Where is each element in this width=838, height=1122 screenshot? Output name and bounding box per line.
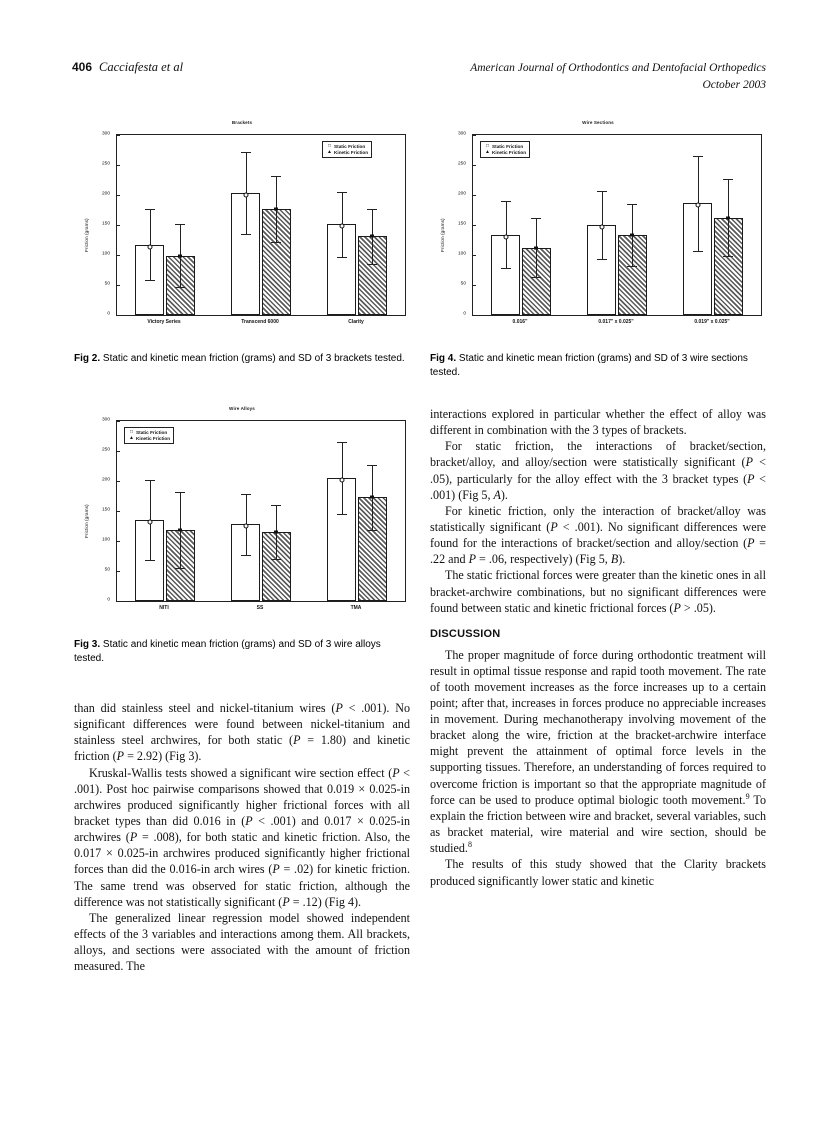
- kinetic-marker-icon: ▲: [129, 435, 134, 441]
- error-bar-cap: [531, 218, 541, 219]
- kinetic-mean-marker: [178, 254, 182, 257]
- y-axis-tick-mark: [117, 225, 120, 226]
- paragraph: For kinetic friction, only the interaction of bracket/alloy was statistically significant (P < .001). No significant differences were found for the interactions of bracket/section and alloy/section (P = .22 and P = .06, respectively) (Fig 5, B).: [430, 503, 766, 567]
- static-marker-icon: □: [327, 143, 332, 149]
- x-axis-tick-label: 0.019" x 0.025": [694, 319, 730, 325]
- error-bar-cap: [597, 259, 607, 260]
- left-column: [74, 700, 410, 974]
- figure-4-caption-text: Static and kinetic mean friction (grams) and SD of 3 wire sections tested.: [430, 353, 748, 379]
- y-axis-label: Friction (grams): [85, 504, 90, 538]
- y-axis-tick-label: 300: [457, 131, 466, 137]
- legend-label: Static Friction: [334, 144, 366, 149]
- figure-3-caption: [74, 638, 410, 666]
- y-axis-tick-mark: [117, 511, 120, 512]
- running-head-left: [72, 60, 183, 75]
- legend-label: Kinetic Friction: [334, 150, 369, 155]
- error-bar-cap: [145, 280, 155, 281]
- error-bar-cap: [175, 287, 185, 288]
- static-marker-icon: □: [485, 143, 490, 149]
- y-axis-tick-label: 0: [463, 311, 466, 317]
- page-number: 406: [72, 60, 93, 74]
- static-mean-marker: [243, 193, 248, 198]
- y-axis-tick-mark: [473, 315, 476, 316]
- y-axis-tick-label: 150: [457, 221, 466, 227]
- legend-item-kinetic: [325, 150, 368, 156]
- error-bar-cap: [145, 560, 155, 561]
- y-axis-tick-mark: [117, 165, 120, 166]
- error-bar-cap: [175, 224, 185, 225]
- kinetic-marker-icon: ▲: [327, 149, 332, 155]
- error-bar-cap: [723, 179, 733, 180]
- y-axis-tick-mark: [117, 285, 120, 286]
- y-axis-tick-mark: [473, 135, 476, 136]
- journal-title: American Journal of Orthodontics and Dentofacial Orthopedics: [470, 62, 766, 74]
- error-bar-cap: [271, 176, 281, 177]
- figure-3-label: Fig 3.: [74, 639, 101, 650]
- static-mean-marker: [339, 224, 344, 229]
- paragraph: The static frictional forces were greater than the kinetic ones in all bracket-archwire combinations, but no significant differences were found between static and kinetic frictional forces (P > .05).: [430, 568, 766, 615]
- x-axis-tick-label: SS: [256, 605, 264, 611]
- error-bar-cap: [175, 568, 185, 569]
- kinetic-mean-marker: [274, 207, 278, 210]
- x-axis-tick-label: TMA: [350, 605, 362, 611]
- running-head-right: [470, 60, 766, 93]
- figure-2-caption-text: Static and kinetic mean friction (grams) and SD of 3 brackets tested.: [102, 353, 405, 364]
- y-axis-tick-label: 50: [104, 281, 110, 287]
- static-mean-marker: [339, 478, 344, 483]
- plot-area: [116, 134, 406, 316]
- paragraph: For static friction, the interactions of bracket/section, bracket/alloy, and alloy/section were statistically significant (P < .05), particularly for the alloy effect with the 3 bracket types (P < .001) (Fig 5, A).: [430, 439, 766, 502]
- y-axis-tick-label: 0: [107, 311, 110, 317]
- chart-legend: [322, 141, 372, 158]
- x-axis-tick-label: NITI: [159, 605, 169, 611]
- y-axis-label: Friction (grams): [441, 218, 446, 252]
- error-bar-cap: [145, 209, 155, 210]
- kinetic-mean-marker: [370, 496, 374, 499]
- legend-item-kinetic: [127, 436, 170, 442]
- paragraph: interactions explored in particular whether the effect of alloy was different in combination with the 3 types of brackets.: [430, 407, 766, 438]
- paragraph: than did stainless steel and nickel-titanium wires (P < .001). No significant differences were found between nickel-titanium and stainless steel archwires, for both static (P = 1.80) and kinetic friction (P = 2.92) (Fig 3).: [74, 701, 410, 764]
- error-bar-cap: [271, 559, 281, 560]
- y-axis-tick-label: 300: [101, 417, 110, 423]
- error-bar-cap: [597, 191, 607, 192]
- error-bar-cap: [337, 192, 347, 193]
- x-axis-tick-label: 0.017" x 0.025": [598, 319, 634, 325]
- static-mean-marker: [503, 234, 508, 239]
- error-bar-cap: [367, 530, 377, 531]
- error-bar-cap: [337, 514, 347, 515]
- error-bar-cap: [175, 492, 185, 493]
- section-heading-discussion: DISCUSSION: [430, 627, 501, 640]
- running-head-authors: Cacciafesta et al: [99, 60, 184, 74]
- error-bar-cap: [241, 234, 251, 235]
- error-bar-cap: [627, 204, 637, 205]
- y-axis-tick-label: 200: [101, 191, 110, 197]
- y-axis-tick-label: 250: [457, 161, 466, 167]
- y-axis-tick-label: 200: [457, 191, 466, 197]
- y-axis-label: Friction (grams): [85, 218, 90, 252]
- error-bar-cap: [337, 442, 347, 443]
- chart-title: Wire Alloys: [229, 406, 255, 411]
- kinetic-mean-marker: [534, 246, 538, 249]
- kinetic-mean-marker: [370, 235, 374, 238]
- issue-date: October 2003: [702, 78, 766, 91]
- y-axis-tick-mark: [473, 255, 476, 256]
- error-bar-cap: [367, 264, 377, 265]
- y-axis-tick-mark: [117, 541, 120, 542]
- legend-label: Static Friction: [136, 430, 168, 435]
- y-axis-tick-mark: [117, 481, 120, 482]
- error-bar-cap: [693, 251, 703, 252]
- y-axis-tick-mark: [117, 315, 120, 316]
- chart-wire-alloys: [74, 406, 410, 624]
- error-bar-cap: [241, 555, 251, 556]
- static-mean-marker: [147, 244, 152, 249]
- figure-2-caption: [74, 352, 410, 366]
- static-mean-marker: [243, 524, 248, 529]
- legend-label: Static Friction: [492, 144, 524, 149]
- y-axis-tick-mark: [473, 165, 476, 166]
- y-axis-tick-mark: [473, 285, 476, 286]
- error-bar-cap: [501, 268, 511, 269]
- y-axis-tick-mark: [117, 255, 120, 256]
- y-axis-tick-mark: [117, 135, 120, 136]
- error-bar-cap: [693, 156, 703, 157]
- legend-item-kinetic: [483, 150, 526, 156]
- paragraph: The generalized linear regression model showed independent effects of the 3 variables and interactions among them. All brackets, alloys, and sections were associated with the amount of friction measured. The: [74, 910, 410, 974]
- right-column: [430, 406, 766, 889]
- static-mean-marker: [695, 203, 700, 208]
- error-bar-cap: [241, 494, 251, 495]
- chart-title: Brackets: [231, 120, 253, 125]
- y-axis-tick-label: 150: [101, 221, 110, 227]
- error-bar-cap: [337, 257, 347, 258]
- y-axis-tick-mark: [473, 195, 476, 196]
- static-mean-marker: [599, 225, 604, 230]
- x-axis-tick-label: Victory Series: [147, 319, 181, 325]
- y-axis-tick-label: 100: [101, 251, 110, 257]
- static-marker-icon: □: [129, 429, 134, 435]
- paragraph: The results of this study showed that the Clarity brackets produced significantly lower static and kinetic: [430, 857, 766, 888]
- y-axis-tick-label: 100: [101, 537, 110, 543]
- paragraph: The proper magnitude of force during orthodontic treatment will result in optimal tissue response and rapid tooth movement. The rate of tooth movement increases as the force increases up to a certain point; after that, increases in forces produce no appreciable increases in movement. During mechanotherapy involving movement of the bracket along the wire, friction at the bracket-archwire interface might prevent the attainment of optimal force levels in the supporting tissues. Therefore, an understanding of forces required to overcome friction is important so that the appropriate magnitude of force can be used to produce optimal biologic tooth movement.$^9$ To explain the friction between wire and bracket, several variables, such as bracket material, wire material and wire section, should be studied.$^8$: [430, 647, 766, 856]
- y-axis-tick-label: 50: [104, 567, 110, 573]
- chart-legend: [124, 427, 174, 444]
- y-axis-tick-mark: [117, 451, 120, 452]
- y-axis-tick-label: 250: [101, 447, 110, 453]
- x-axis-tick-label: Clarity: [348, 319, 364, 325]
- legend-label: Kinetic Friction: [136, 436, 171, 441]
- kinetic-mean-marker: [630, 234, 634, 237]
- y-axis-tick-mark: [117, 421, 120, 422]
- x-axis-tick-label: 0.016": [512, 319, 528, 325]
- chart-legend: [480, 141, 530, 158]
- error-bar-cap: [145, 480, 155, 481]
- error-bar-cap: [723, 256, 733, 257]
- figure-4: [430, 120, 766, 338]
- static-mean-marker: [147, 520, 152, 525]
- kinetic-mean-marker: [178, 529, 182, 532]
- y-axis-tick-label: 150: [101, 507, 110, 513]
- y-axis-tick-label: 50: [460, 281, 466, 287]
- y-axis-tick-label: 300: [101, 131, 110, 137]
- legend-label: Kinetic Friction: [492, 150, 527, 155]
- y-axis-tick-label: 250: [101, 161, 110, 167]
- y-axis-tick-mark: [117, 601, 120, 602]
- figure-2-label: Fig 2.: [74, 353, 101, 364]
- y-axis-tick-mark: [117, 571, 120, 572]
- y-axis-tick-label: 0: [107, 597, 110, 603]
- y-axis-tick-mark: [473, 225, 476, 226]
- error-bar-cap: [501, 201, 511, 202]
- y-axis-tick-mark: [117, 195, 120, 196]
- chart-wire-sections: [430, 120, 766, 338]
- figure-3: [74, 406, 410, 624]
- y-axis-tick-label: 200: [101, 477, 110, 483]
- error-bar-cap: [271, 505, 281, 506]
- error-bar-cap: [531, 277, 541, 278]
- error-bar-cap: [627, 266, 637, 267]
- chart-title: Wire Sections: [582, 120, 614, 125]
- plot-area: [116, 420, 406, 602]
- error-bar-cap: [241, 152, 251, 153]
- plot-area: [472, 134, 762, 316]
- chart-brackets: [74, 120, 410, 338]
- figure-4-label: Fig 4.: [430, 353, 457, 364]
- y-axis-tick-label: 100: [457, 251, 466, 257]
- kinetic-mean-marker: [726, 216, 730, 219]
- paragraph: Kruskal-Wallis tests showed a significant wire section effect (P < .001). Post hoc pairwise comparisons showed that 0.019 × 0.025-in archwires produced significantly higher frictional forces with all bracket types than did 0.016 in (P < .001) and 0.017 × 0.025-in archwires (P = .008), for both static and kinetic friction. Also, the 0.017 × 0.025-in archwires produced significantly higher frictional forces than did the 0.016-in arch wires (P = .02) for kinetic friction. The same trend was observed for static friction, although the difference was not statistically significant (P = .12) (Fig 4).: [74, 765, 411, 909]
- kinetic-marker-icon: ▲: [485, 149, 490, 155]
- figure-2: [74, 120, 410, 338]
- x-axis-tick-label: Transcend 6000: [241, 319, 279, 325]
- error-bar-cap: [367, 209, 377, 210]
- figure-3-caption-text: Static and kinetic mean friction (grams) and SD of 3 wire alloys tested.: [74, 639, 381, 665]
- error-bar-cap: [367, 465, 377, 466]
- error-bar-cap: [271, 242, 281, 243]
- figure-4-caption: [430, 352, 766, 380]
- kinetic-mean-marker: [274, 531, 278, 534]
